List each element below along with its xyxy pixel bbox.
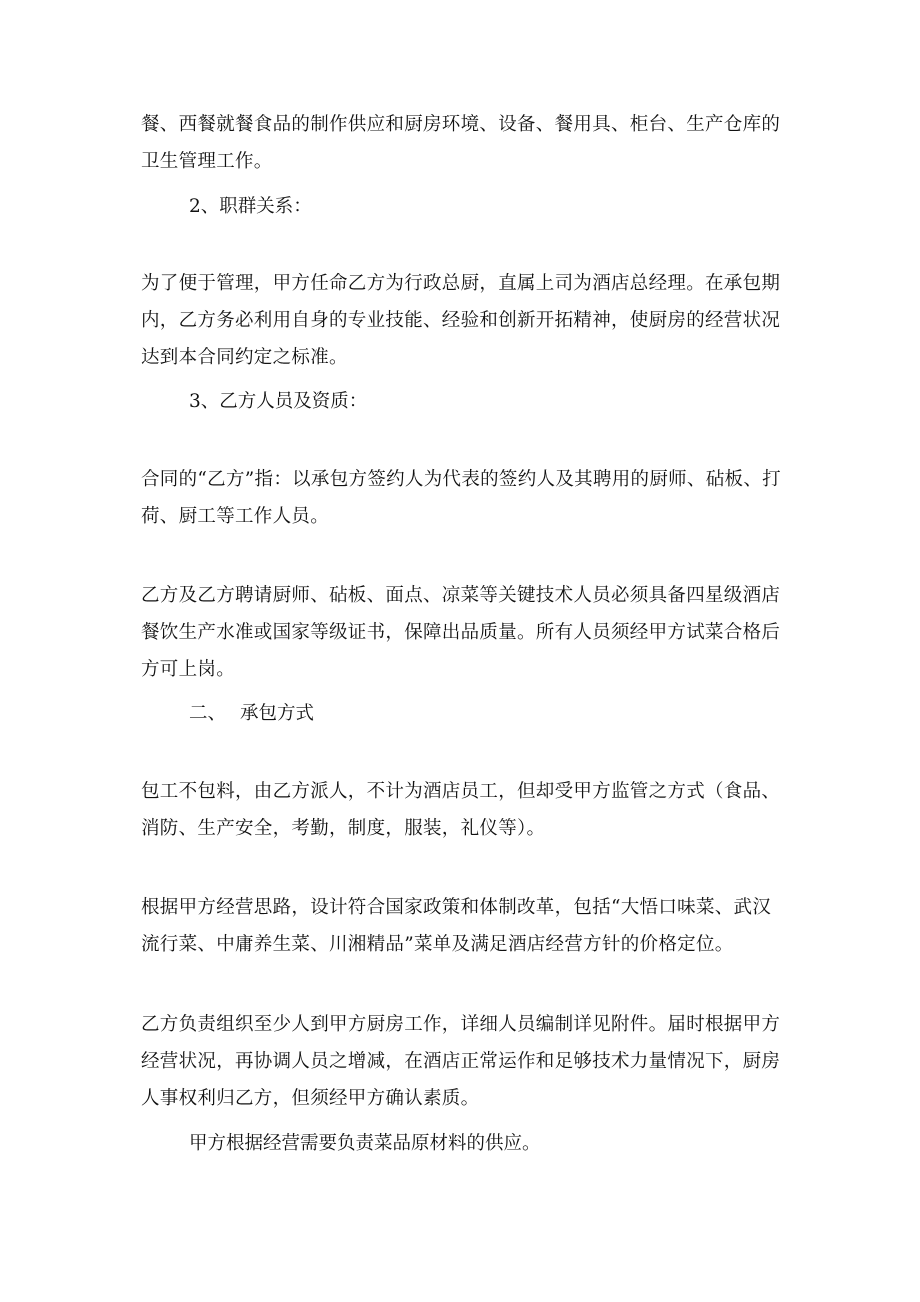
- section-title: 承包方式: [240, 703, 315, 724]
- paragraph-party-b-definition: 合同的“乙方”指：以承包方签约人为代表的签约人及其聘用的厨师、砧板、打荷、厨工等工作人员。: [141, 469, 781, 527]
- paragraph-raw-materials: 甲方根据经营需要负责菜品原材料的供应。: [189, 1133, 541, 1154]
- paragraph-job-relations: 为了便于管理，甲方任命乙方为行政总厨，直属上司为酒店总经理。在承包期内，乙方务必利用自身的专业技能、经验和创新开拓精神，使厨房的经营状况达到本合同约定之标准。: [141, 273, 781, 368]
- section-heading-job-relations: 2、职群关系：: [189, 196, 312, 217]
- paragraph-staff-requirements: 乙方及乙方聘请厨师、砧板、面点、凉菜等关键技术人员必须具备四星级酒店餐饮生产水准或国家等级证书，保障出品质量。所有人员须经甲方试菜合格后方可上岗。: [141, 585, 781, 680]
- paragraph-labor-only: 包工不包料，由乙方派人，不计为酒店员工，但却受甲方监管之方式（食品、消防、生产安全，考勤，制度，服装，礼仪等）。: [141, 781, 781, 839]
- paragraph-menu-design: 根据甲方经营思路，设计符合国家政策和体制改革，包括“大悟口味菜、武汉流行菜、中庸养生菜、川湘精品”菜单及满足酒店经营方针的价格定位。: [141, 897, 772, 955]
- paragraph-scope-continuation: 餐、西餐就餐食品的制作供应和厨房环境、设备、餐用具、柜台、生产仓库的卫生管理工作。: [141, 114, 781, 172]
- paragraph-staffing-organization: 乙方负责组织至少人到甲方厨房工作，详细人员编制详见附件。届时根据甲方经营状况，再协调人员之增减，在酒店正常运作和足够技术力量情况下，厨房人事权利归乙方，但须经甲方确认素质。: [141, 1014, 781, 1109]
- section-heading-contract-method: [189, 695, 314, 732]
- section-number: 二、: [189, 703, 227, 724]
- section-heading-staff-qualifications: 3、乙方人员及资质：: [189, 391, 368, 412]
